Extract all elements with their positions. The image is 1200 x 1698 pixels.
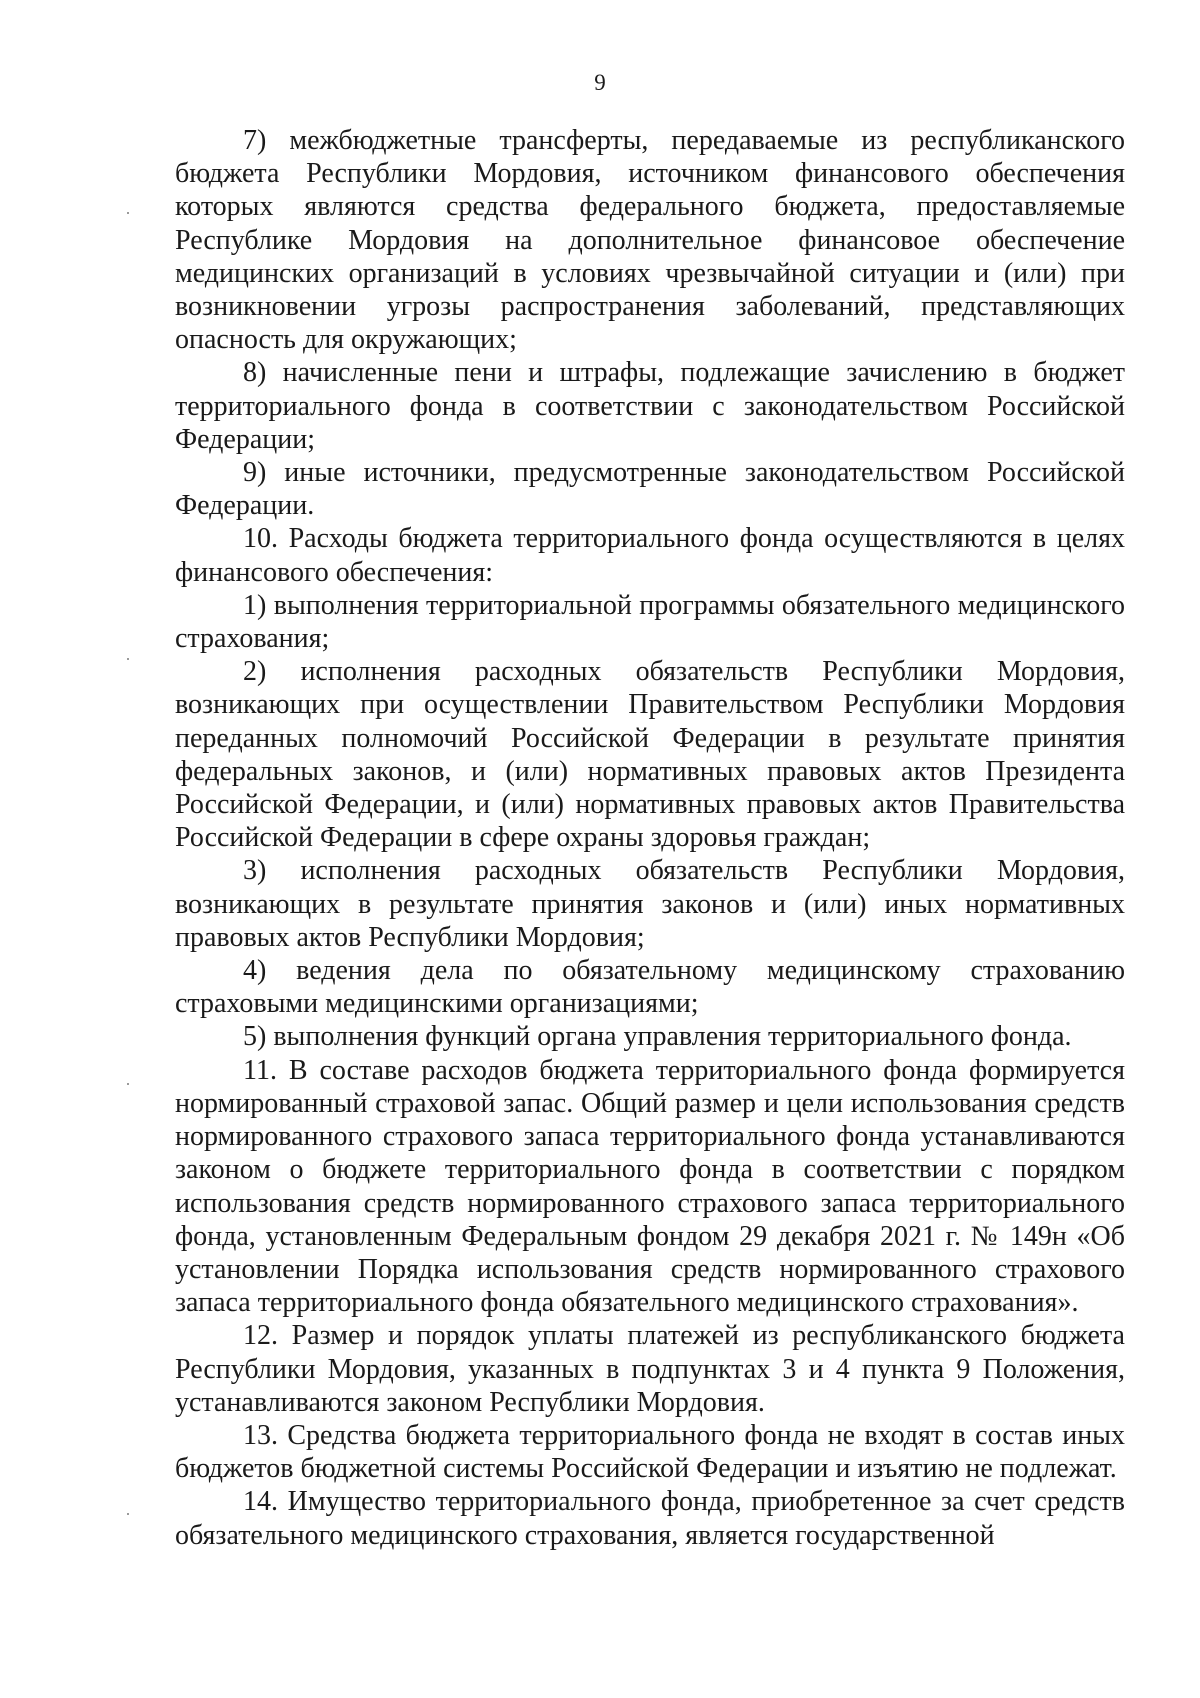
scan-artifact bbox=[127, 1083, 129, 1085]
paragraph-8-penalties: 8) начисленные пени и штрафы, подлежащие зачислению в бюджет территориального фонда в соответствии с законодательством Российской Федерации; bbox=[175, 357, 1125, 455]
scan-artifact bbox=[127, 1513, 129, 1515]
paragraph-10-5: 5) выполнения функций органа управления территориального фонда. bbox=[243, 1021, 1072, 1053]
scan-artifact bbox=[127, 212, 129, 214]
scan-artifact bbox=[127, 658, 129, 660]
paragraph-10-2: 2) исполнения расходных обязательств Республики Мордовия, возникающих при осуществлении Правительством Республики Мордовия переданных полномочий Российской Федерации в результате принятия федеральных законов, и (или) нормативных правовых актов Президента Российской Федерации, и (или) нормативных правовых актов Правительства Российской Федерации в сфере охраны здоровья граждан; bbox=[175, 656, 1125, 854]
paragraph-10-3: 3) исполнения расходных обязательств Республики Мордовия, возникающих в результате принятия законов и (или) иных нормативных правовых актов Республики Мордовия; bbox=[175, 855, 1125, 953]
paragraph-13-budget-funds: 13. Средства бюджета территориального фонда не входят в состав иных бюджетов бюджетной системы Российской Федерации и изъятию не подлежат. bbox=[175, 1419, 1125, 1485]
page-number: 9 bbox=[594, 70, 606, 95]
paragraph-14-property: 14. Имущество территориального фонда, приобретенное за счет средств обязательного медицинского страхования, является государственной bbox=[175, 1486, 1125, 1551]
paragraph-12-payments: 12. Размер и порядок уплаты платежей из республиканского бюджета Республики Мордовия, указанных в подпунктах 3 и 4 пункта 9 Положения, устанавливаются законом Республики Мордовия. bbox=[175, 1320, 1125, 1418]
paragraph-7-transfers: 7) межбюджетные трансферты, передаваемые из республиканского бюджета Республики Мордовия, источником финансового обеспечения которых являются средства федерального бюджета, предоставляемые Республике Мордовия на дополнительное финансовое обеспечение медицинских организаций в условиях чрезвычайной ситуации и (или) при возникновении угрозы распространения заболеваний, представляющих опасность для окружающих; bbox=[175, 125, 1125, 356]
paragraph-10-1: 1) выполнения территориальной программы обязательного медицинского страхования; bbox=[175, 589, 1125, 655]
paragraph-10-expenses: 10. Расходы бюджета территориального фонда осуществляются в целях финансового обеспечения: bbox=[175, 523, 1125, 588]
paragraph-11-reserve: 11. В составе расходов бюджета территориального фонда формируется нормированный страховой запас. Общий размер и цели использования средств нормированного страхового запаса территориального фонда устанавливаются законом о бюджете территориального фонда в соответствии с порядком использования средств нормированного страхового запаса территориального фонда, установленным Федеральным фондом 29 декабря 2021 г. № 149н «Об установлении Порядка использования средств нормированного страхового запаса территориального фонда обязательного медицинского страхования». bbox=[175, 1054, 1125, 1319]
document-body bbox=[175, 124, 1125, 1552]
paragraph-10-4: 4) ведения дела по обязательному медицинскому страхованию страховыми медицинскими организациями; bbox=[175, 955, 1125, 1020]
paragraph-9-other-sources: 9) иные источники, предусмотренные законодательством Российской Федерации. bbox=[175, 457, 1125, 522]
